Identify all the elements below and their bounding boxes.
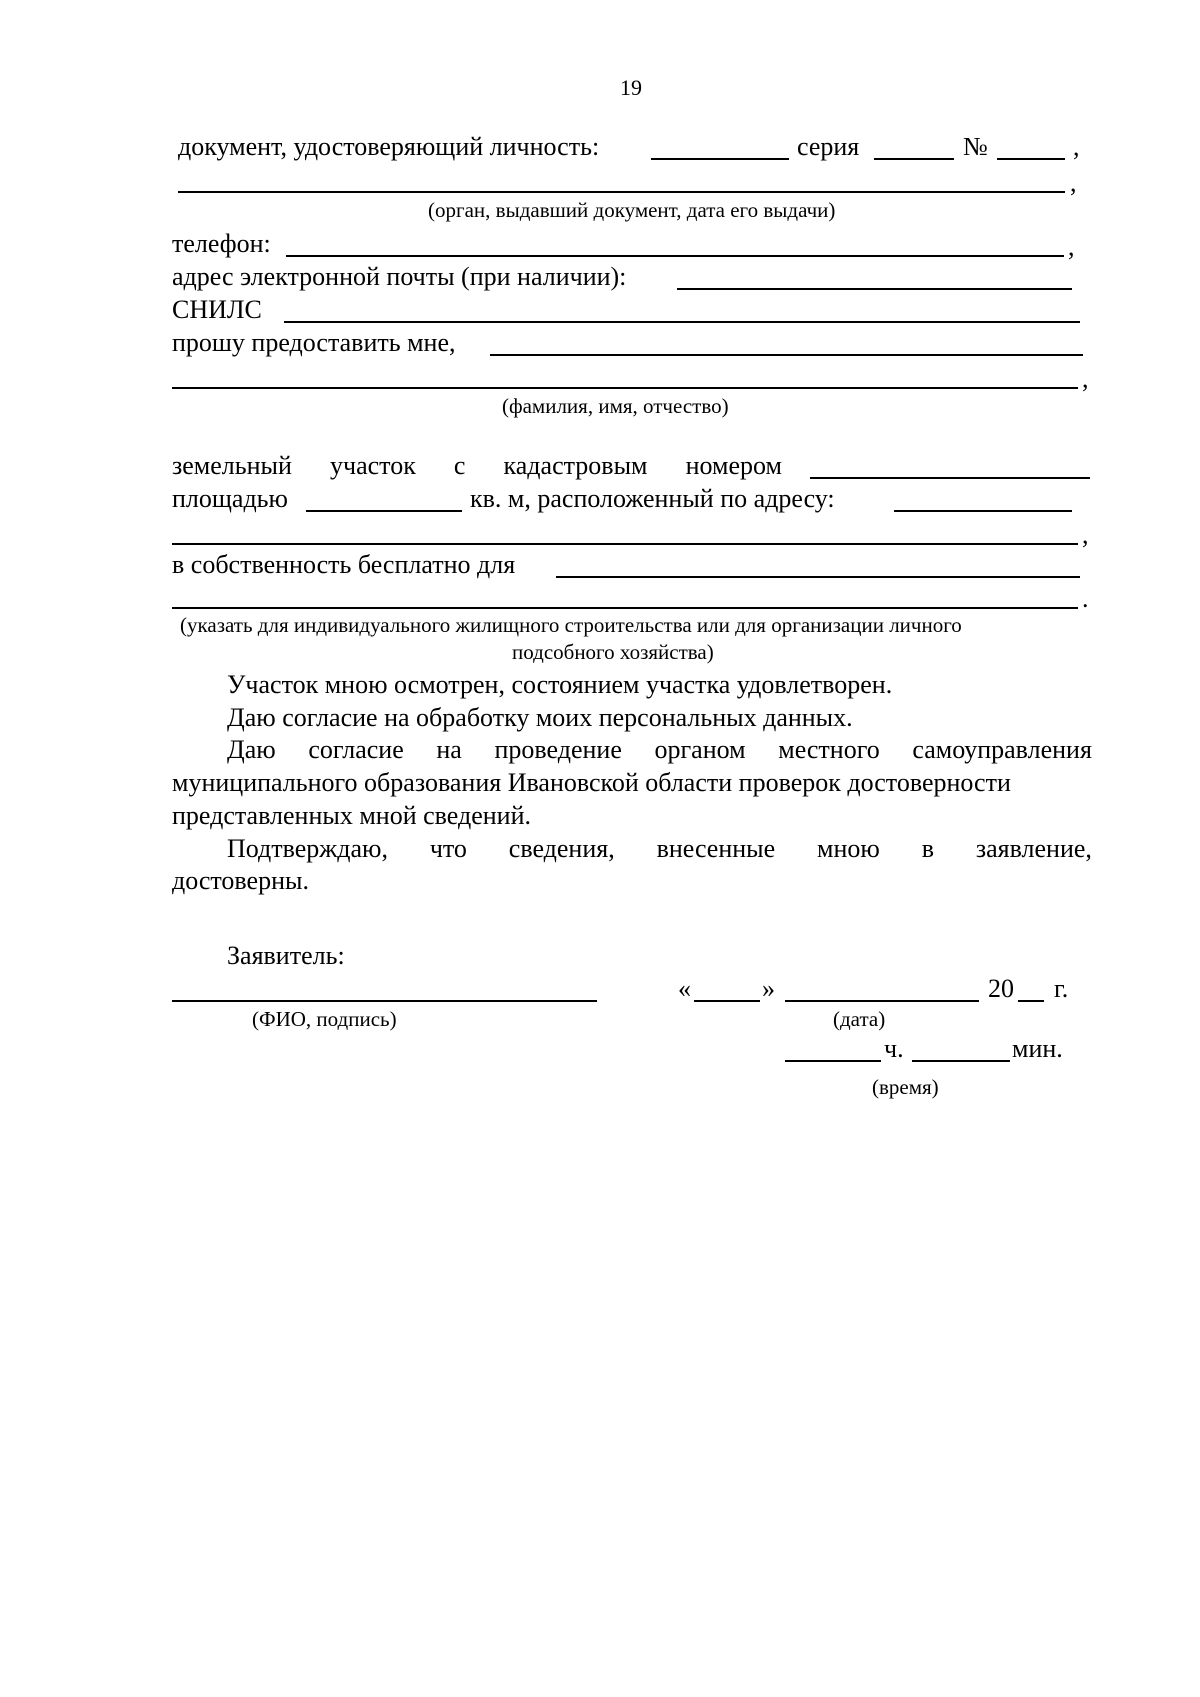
month-field[interactable] [785, 1000, 979, 1002]
time-caption: (время) [872, 1075, 939, 1099]
purpose-field[interactable] [556, 576, 1080, 578]
parcel-line1 [172, 453, 782, 479]
minutes-field[interactable] [912, 1060, 1010, 1062]
parcel-word: с [453, 451, 466, 480]
series-field[interactable] [874, 158, 954, 160]
quote-open: « [678, 974, 691, 1003]
recipient-name-comma: , [1082, 364, 1089, 393]
statement-consent-check-line3: представленных мной сведений. [172, 801, 531, 830]
statement-word: местного [778, 735, 880, 764]
parcel-word: кадастровым [503, 451, 648, 480]
statement-word: Подтверждаю, [227, 834, 388, 863]
series-label: серия [797, 132, 860, 161]
identity-doc-type-field[interactable] [651, 158, 789, 160]
area-unit-text: кв. м, расположенный по адресу: [470, 484, 835, 513]
issuing-authority-caption: (орган, выдавший документ, дата его выдачи) [428, 198, 836, 222]
statement-word: Даю [227, 735, 276, 764]
address-field[interactable] [894, 510, 1072, 512]
statement-word: органом [654, 735, 746, 764]
statement-word: сведения, [508, 834, 615, 863]
recipient-name-field[interactable] [490, 354, 1083, 356]
statement-word: согласие [308, 735, 404, 764]
statement-confirm-line2: достоверны. [172, 866, 309, 895]
cadastral-number-field[interactable] [810, 477, 1090, 479]
statement-confirm-line1 [227, 836, 1092, 862]
address-line2-field[interactable] [172, 543, 1078, 545]
statement-inspected: Участок мною осмотрен, состоянием участка удовлетворен. [227, 670, 893, 699]
statement-word: самоуправления [912, 735, 1092, 764]
ownership-label: в собственность бесплатно для [172, 550, 516, 579]
statement-word: внесенные [656, 834, 776, 863]
statement-consent-check-line2: муниципального образования Ивановской области проверок достоверности [172, 768, 1011, 797]
statement-word: заявление, [975, 834, 1092, 863]
purpose-caption-line1: (указать для индивидуального жилищного строительства или для организации личного [180, 613, 962, 637]
issuing-authority-comma: , [1070, 168, 1077, 197]
page-number: 19 [620, 75, 642, 100]
purpose-period: . [1082, 584, 1089, 613]
email-label: адрес электронной почты (при наличии): [172, 262, 627, 291]
statement-word: мною [817, 834, 880, 863]
area-label: площадью [172, 484, 288, 513]
statement-word: в [921, 834, 934, 863]
doc-number-field[interactable] [997, 158, 1065, 160]
phone-field[interactable] [286, 255, 1064, 257]
issuing-authority-field[interactable] [178, 191, 1065, 193]
snils-field[interactable] [284, 321, 1080, 323]
year-prefix: 20 [988, 974, 1014, 1003]
snils-label: СНИЛС [172, 295, 262, 324]
statement-word: проведение [494, 735, 622, 764]
quote-close: » [762, 974, 775, 1003]
email-field[interactable] [677, 288, 1072, 290]
purpose-caption-line2: подсобного хозяйства) [512, 640, 714, 664]
recipient-name-caption: (фамилия, имя, отчество) [502, 394, 729, 418]
purpose-line2-field[interactable] [172, 607, 1078, 609]
parcel-word: участок [330, 451, 416, 480]
parcel-word: номером [685, 451, 782, 480]
identity-comma: , [1073, 132, 1080, 161]
address-comma: , [1082, 520, 1089, 549]
hours-label: ч. [884, 1034, 904, 1063]
year-suffix: г. [1054, 974, 1069, 1003]
statement-consent-data: Даю согласие на обработку моих персональных данных. [227, 703, 853, 732]
year-field[interactable] [1018, 1000, 1044, 1002]
hours-field[interactable] [785, 1060, 881, 1062]
applicant-label: Заявитель: [227, 941, 345, 970]
statement-consent-check-line1 [227, 737, 1092, 763]
area-field[interactable] [306, 510, 462, 512]
day-field[interactable] [694, 1000, 760, 1002]
phone-label: телефон: [172, 229, 271, 258]
request-label: прошу предоставить мне, [172, 328, 456, 357]
statement-word: что [429, 834, 467, 863]
minutes-label: мин. [1012, 1034, 1063, 1063]
date-caption: (дата) [833, 1007, 886, 1031]
parcel-word: земельный [172, 451, 292, 480]
statement-word: на [436, 735, 462, 764]
recipient-name-line2-field[interactable] [172, 387, 1078, 389]
phone-comma: , [1068, 232, 1075, 261]
number-sign: № [963, 132, 988, 161]
identity-doc-label: документ, удостоверяющий личность: [178, 132, 600, 161]
fio-caption: (ФИО, подпись) [252, 1007, 397, 1031]
fio-signature-field[interactable] [172, 1000, 597, 1002]
